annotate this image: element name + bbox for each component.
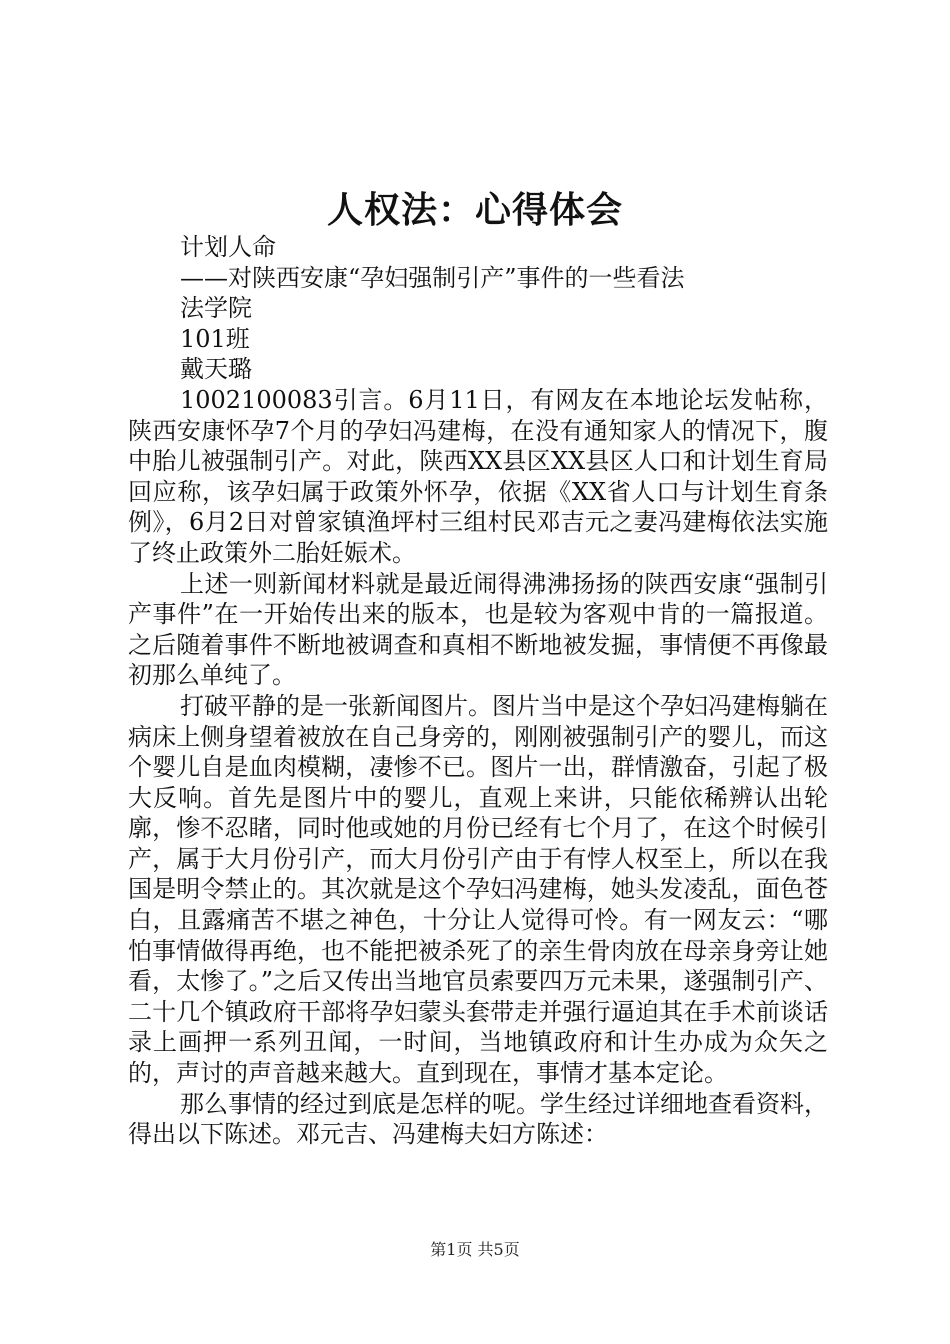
author-class: 101班 [180,324,250,353]
body-paragraph: 打破平静的是一张新闻图片。图片当中是这个孕妇冯建梅躺在病床上侧身望着被放在自己身旁的，刚刚被强制引产的婴儿，而这个婴儿自是血肉模糊，凄惨不已。图片一出，群情激奋，引起了极大反响。首先是图片中的婴儿，直观上来讲，只能依稀辨认出轮廓，惨不忍睹，同时他或她的月份已经有七个月了，在这个时候引产，属于大月份引产，而大月份引产由于有悖人权至上，所以在我国是明令禁止的。其次就是这个孕妇冯建梅，她头发凌乱，面色苍白，且露痛苦不堪之神色，十分让人觉得可怜。有一网友云：“哪怕事情做得再绝，也不能把被杀死了的亲生骨肉放在母亲身旁让她看，太惨了。”之后又传出当地官员索要四万元未果，遂强制引产、二十几个镇政府干部将孕妇蒙头套带走并强行逼迫其在手术前谈话录上画押一系列丑闻，一时间，当地镇政府和计生办成为众矢之的，声讨的声音越来越大。直到现在，事情才基本定论。 [128,691,828,1088]
body-paragraph: 1002100083引言。6月11日，有网友在本地论坛发帖称，陕西安康怀孕7个月的孕妇冯建梅，在没有通知家人的情况下，腹中胎儿被强制引产。对此，陕西XX县区XX县区人口和计划生育局回应称，该孕妇属于政策外怀孕，依据《XX省人口与计划生育条例》，6月2日对曾家镇渔坪村三组村民邓吉元之妻冯建梅依法实施了终止政策外二胎妊娠术。 [128,385,828,567]
author-name: 戴天璐 [180,355,252,384]
subtitle-line: 计划人命 [180,233,276,261]
document-body [128,232,828,1150]
author-department: 法学院 [180,294,252,323]
document-title: 人权法：心得体会 [326,189,623,231]
body-paragraph: 那么事情的经过到底是怎样的呢。学生经过详细地查看资料，得出以下陈述。邓元吉、冯建梅夫妇方陈述： [128,1089,828,1149]
subtitle-line: ——对陕西安康“孕妇强制引产”事件的一些看法 [180,263,685,292]
page-footer: 第1页 共5页 [430,1240,520,1259]
body-paragraph: 上述一则新闻材料就是最近闹得沸沸扬扬的陕西安康“强制引产事件”在一开始传出来的版本，也是较为客观中肯的一篇报道。之后随着事件不断地被调查和真相不断地被发掘，事情便不再像最初那么单纯了。 [128,569,828,690]
